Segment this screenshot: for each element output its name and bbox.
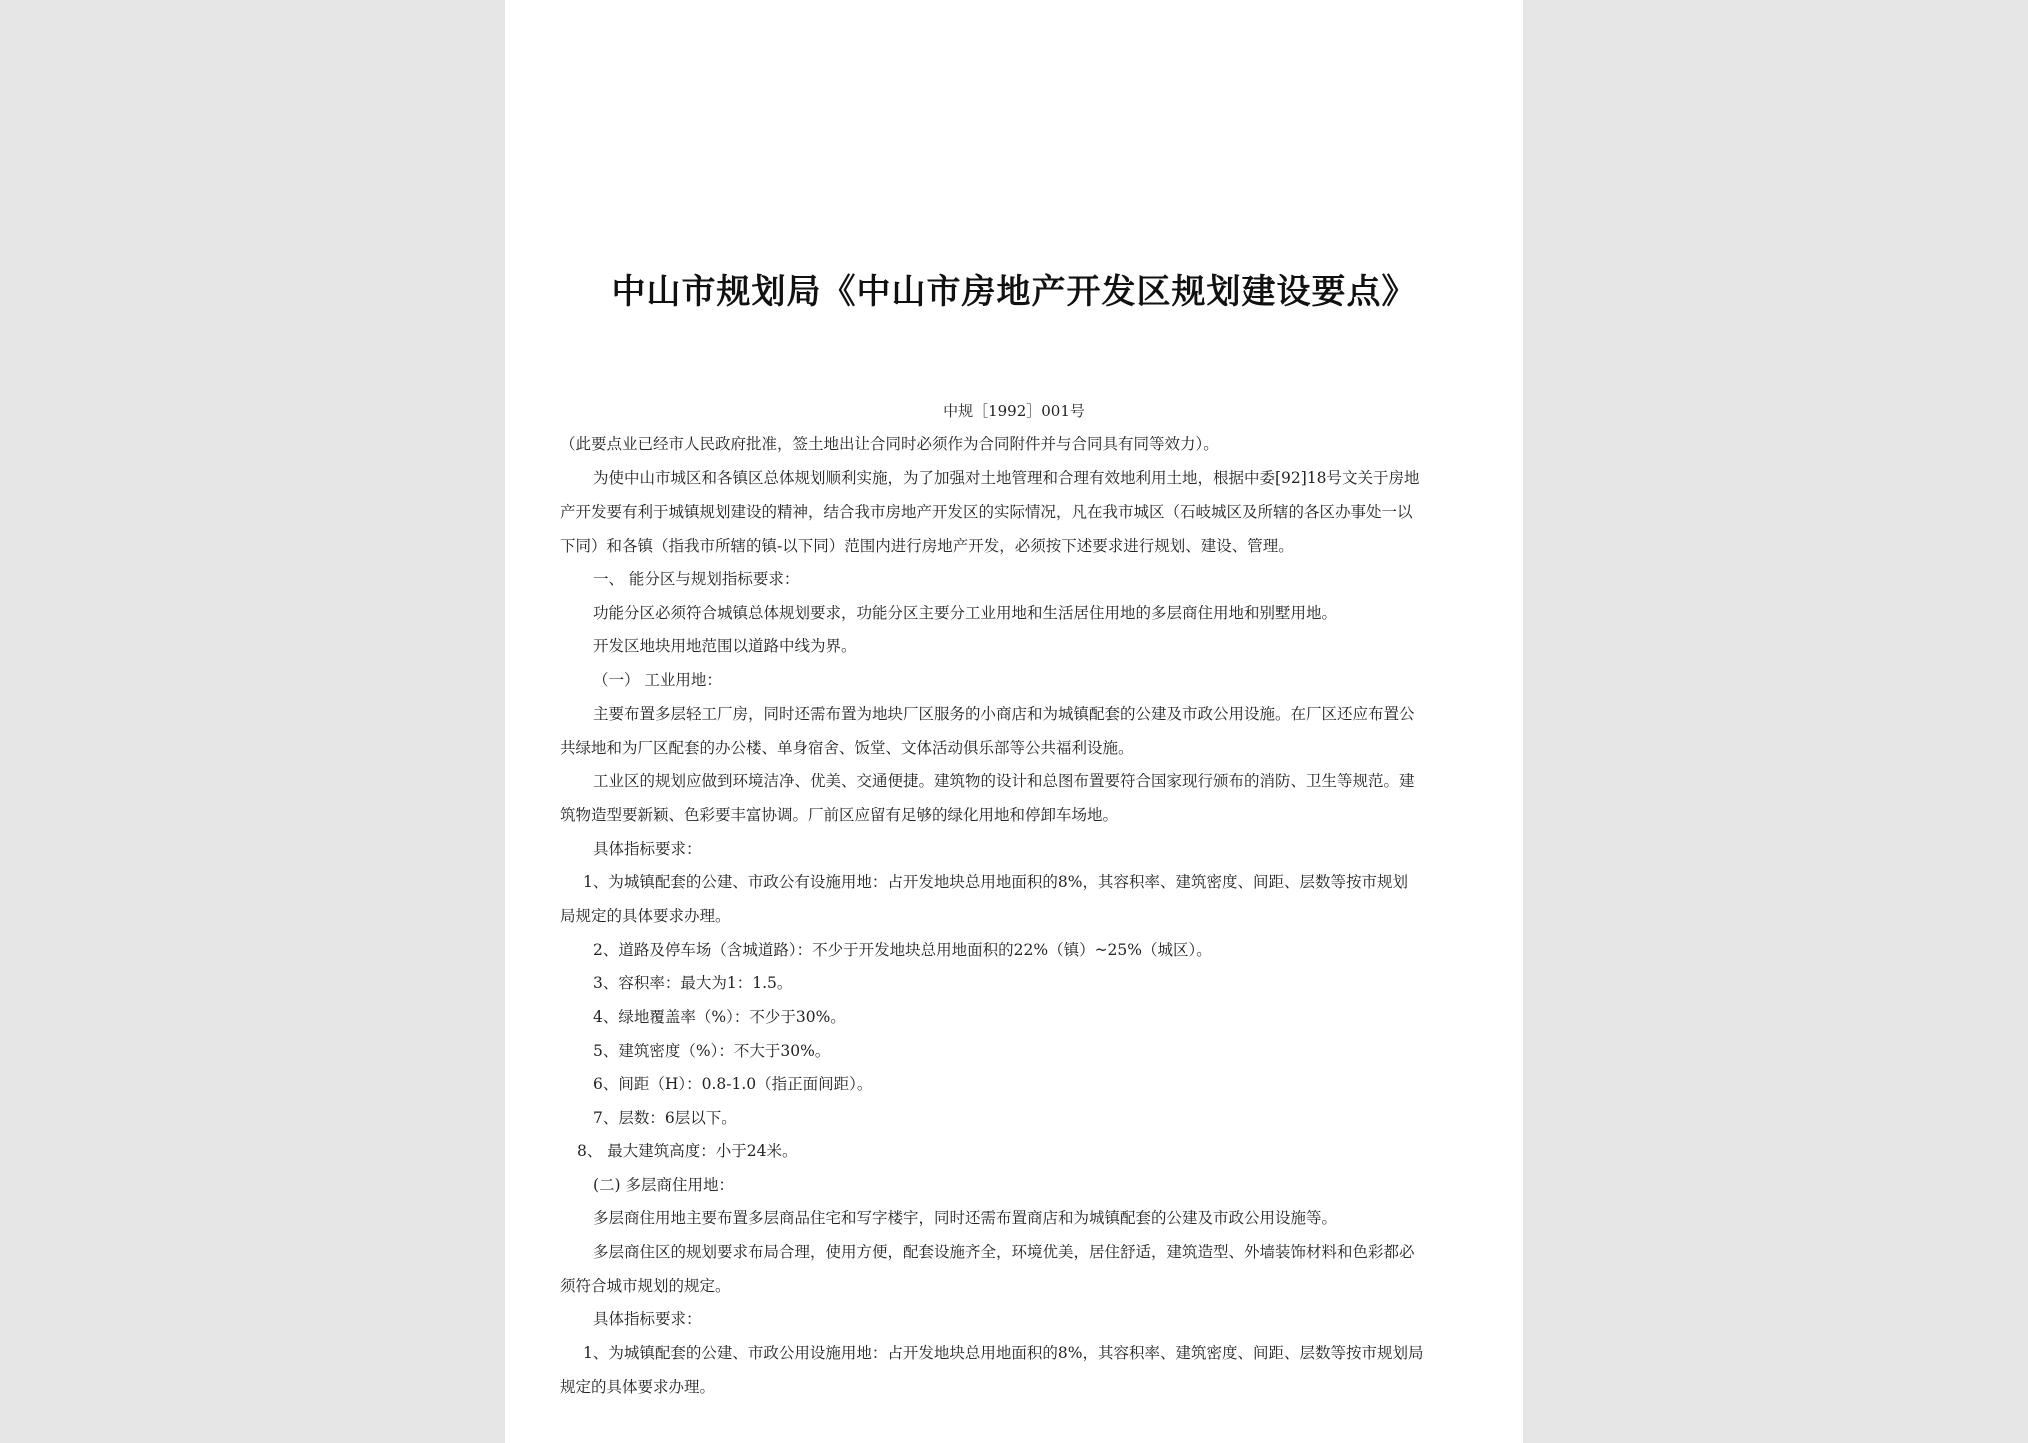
body-line: 具体指标要求： [593, 1310, 702, 1328]
body-line: 规定的具体要求办理。 [560, 1378, 716, 1396]
body-line: 具体指标要求： [593, 840, 702, 858]
body-line: 产开发要有利于城镇规划建设的精神，结合我市房地产开发区的实际情况，凡在我市城区（石岐城区及所辖的各区办事处一以 [560, 503, 1413, 521]
body-line: 为使中山市城区和各镇区总体规划顺利实施，为了加强对土地管理和合理有效地利用土地，根据中委[92]18号文关于房地 [593, 469, 1420, 487]
list-item: 1、为城镇配套的公建、市政公有设施用地：占开发地块总用地面积的8%，其容积率、建筑密度、间距、层数等按市规划 [583, 873, 1408, 891]
body-line: 局规定的具体要求办理。 [560, 907, 731, 925]
list-item: 2、道路及停车场（含城道路）：不少于开发地块总用地面积的22%（镇）~25%（城区）。 [593, 941, 1212, 959]
body-line: 共绿地和为厂区配套的办公楼、单身宿舍、饭堂、文体活动俱乐部等公共福利设施。 [560, 739, 1134, 757]
list-item: 6、间距（H）：0.8-1.0（指正面间距）。 [593, 1075, 873, 1093]
list-item: 3、容积率：最大为1：1.5。 [593, 974, 793, 992]
list-item: 5、建筑密度（%）：不大于30%。 [593, 1042, 831, 1060]
body-line: 下同）和各镇（指我市所辖的镇-以下同）范围内进行房地产开发，必须按下述要求进行规划、建设、管理。 [560, 537, 1294, 555]
document-page [505, 0, 1523, 1443]
body-line: 主要布置多层轻工厂房，同时还需布置为地块厂区服务的小商店和为城镇配套的公建及市政公用设施。在厂区还应布置公 [593, 705, 1415, 723]
body-line: 多层商住区的规划要求布局合理，使用方便，配套设施齐全，环境优美，居住舒适，建筑造型、外墙装饰材料和色彩都必 [593, 1243, 1415, 1261]
body-line: （此要点业已经市人民政府批准，签土地出让合同时必须作为合同附件并与合同具有同等效力）。 [560, 435, 1219, 453]
body-line: 筑物造型要新颖、色彩要丰富协调。厂前区应留有足够的绿化用地和停卸车场地。 [560, 806, 1119, 824]
subsection-heading: （一） 工业用地： [593, 671, 722, 689]
list-item: 7、层数：6层以下。 [593, 1109, 737, 1127]
document-title: 中山市规划局《中山市房地产开发区规划建设要点》 [611, 272, 1417, 312]
body-line: 多层商住用地主要布置多层商品住宅和写字楼宇，同时还需布置商店和为城镇配套的公建及市政公用设施等。 [593, 1209, 1338, 1227]
body-line: 工业区的规划应做到环境洁净、优美、交通便捷。建筑物的设计和总图布置要符合国家现行颁布的消防、卫生等规范。建 [593, 772, 1415, 790]
list-item: 1、为城镇配套的公建、市政公用设施用地：占开发地块总用地面积的8%，其容积率、建筑密度、间距、层数等按市规划局 [583, 1344, 1424, 1362]
document-number: 中规［1992］001号 [943, 402, 1085, 420]
subsection-heading: (二) 多层商住用地： [593, 1176, 735, 1194]
body-line: 开发区地块用地范围以道路中线为界。 [593, 637, 857, 655]
list-item: 4、绿地覆盖率（%）：不少于30%。 [593, 1008, 846, 1026]
list-item: 8、 最大建筑高度：小于24米。 [577, 1142, 798, 1160]
body-line: 须符合城市规划的规定。 [560, 1277, 731, 1295]
section-heading: 一、 能分区与规划指标要求： [593, 570, 800, 588]
body-line: 功能分区必须符合城镇总体规划要求，功能分区主要分工业用地和生活居住用地的多层商住用地和别墅用地。 [593, 604, 1338, 622]
